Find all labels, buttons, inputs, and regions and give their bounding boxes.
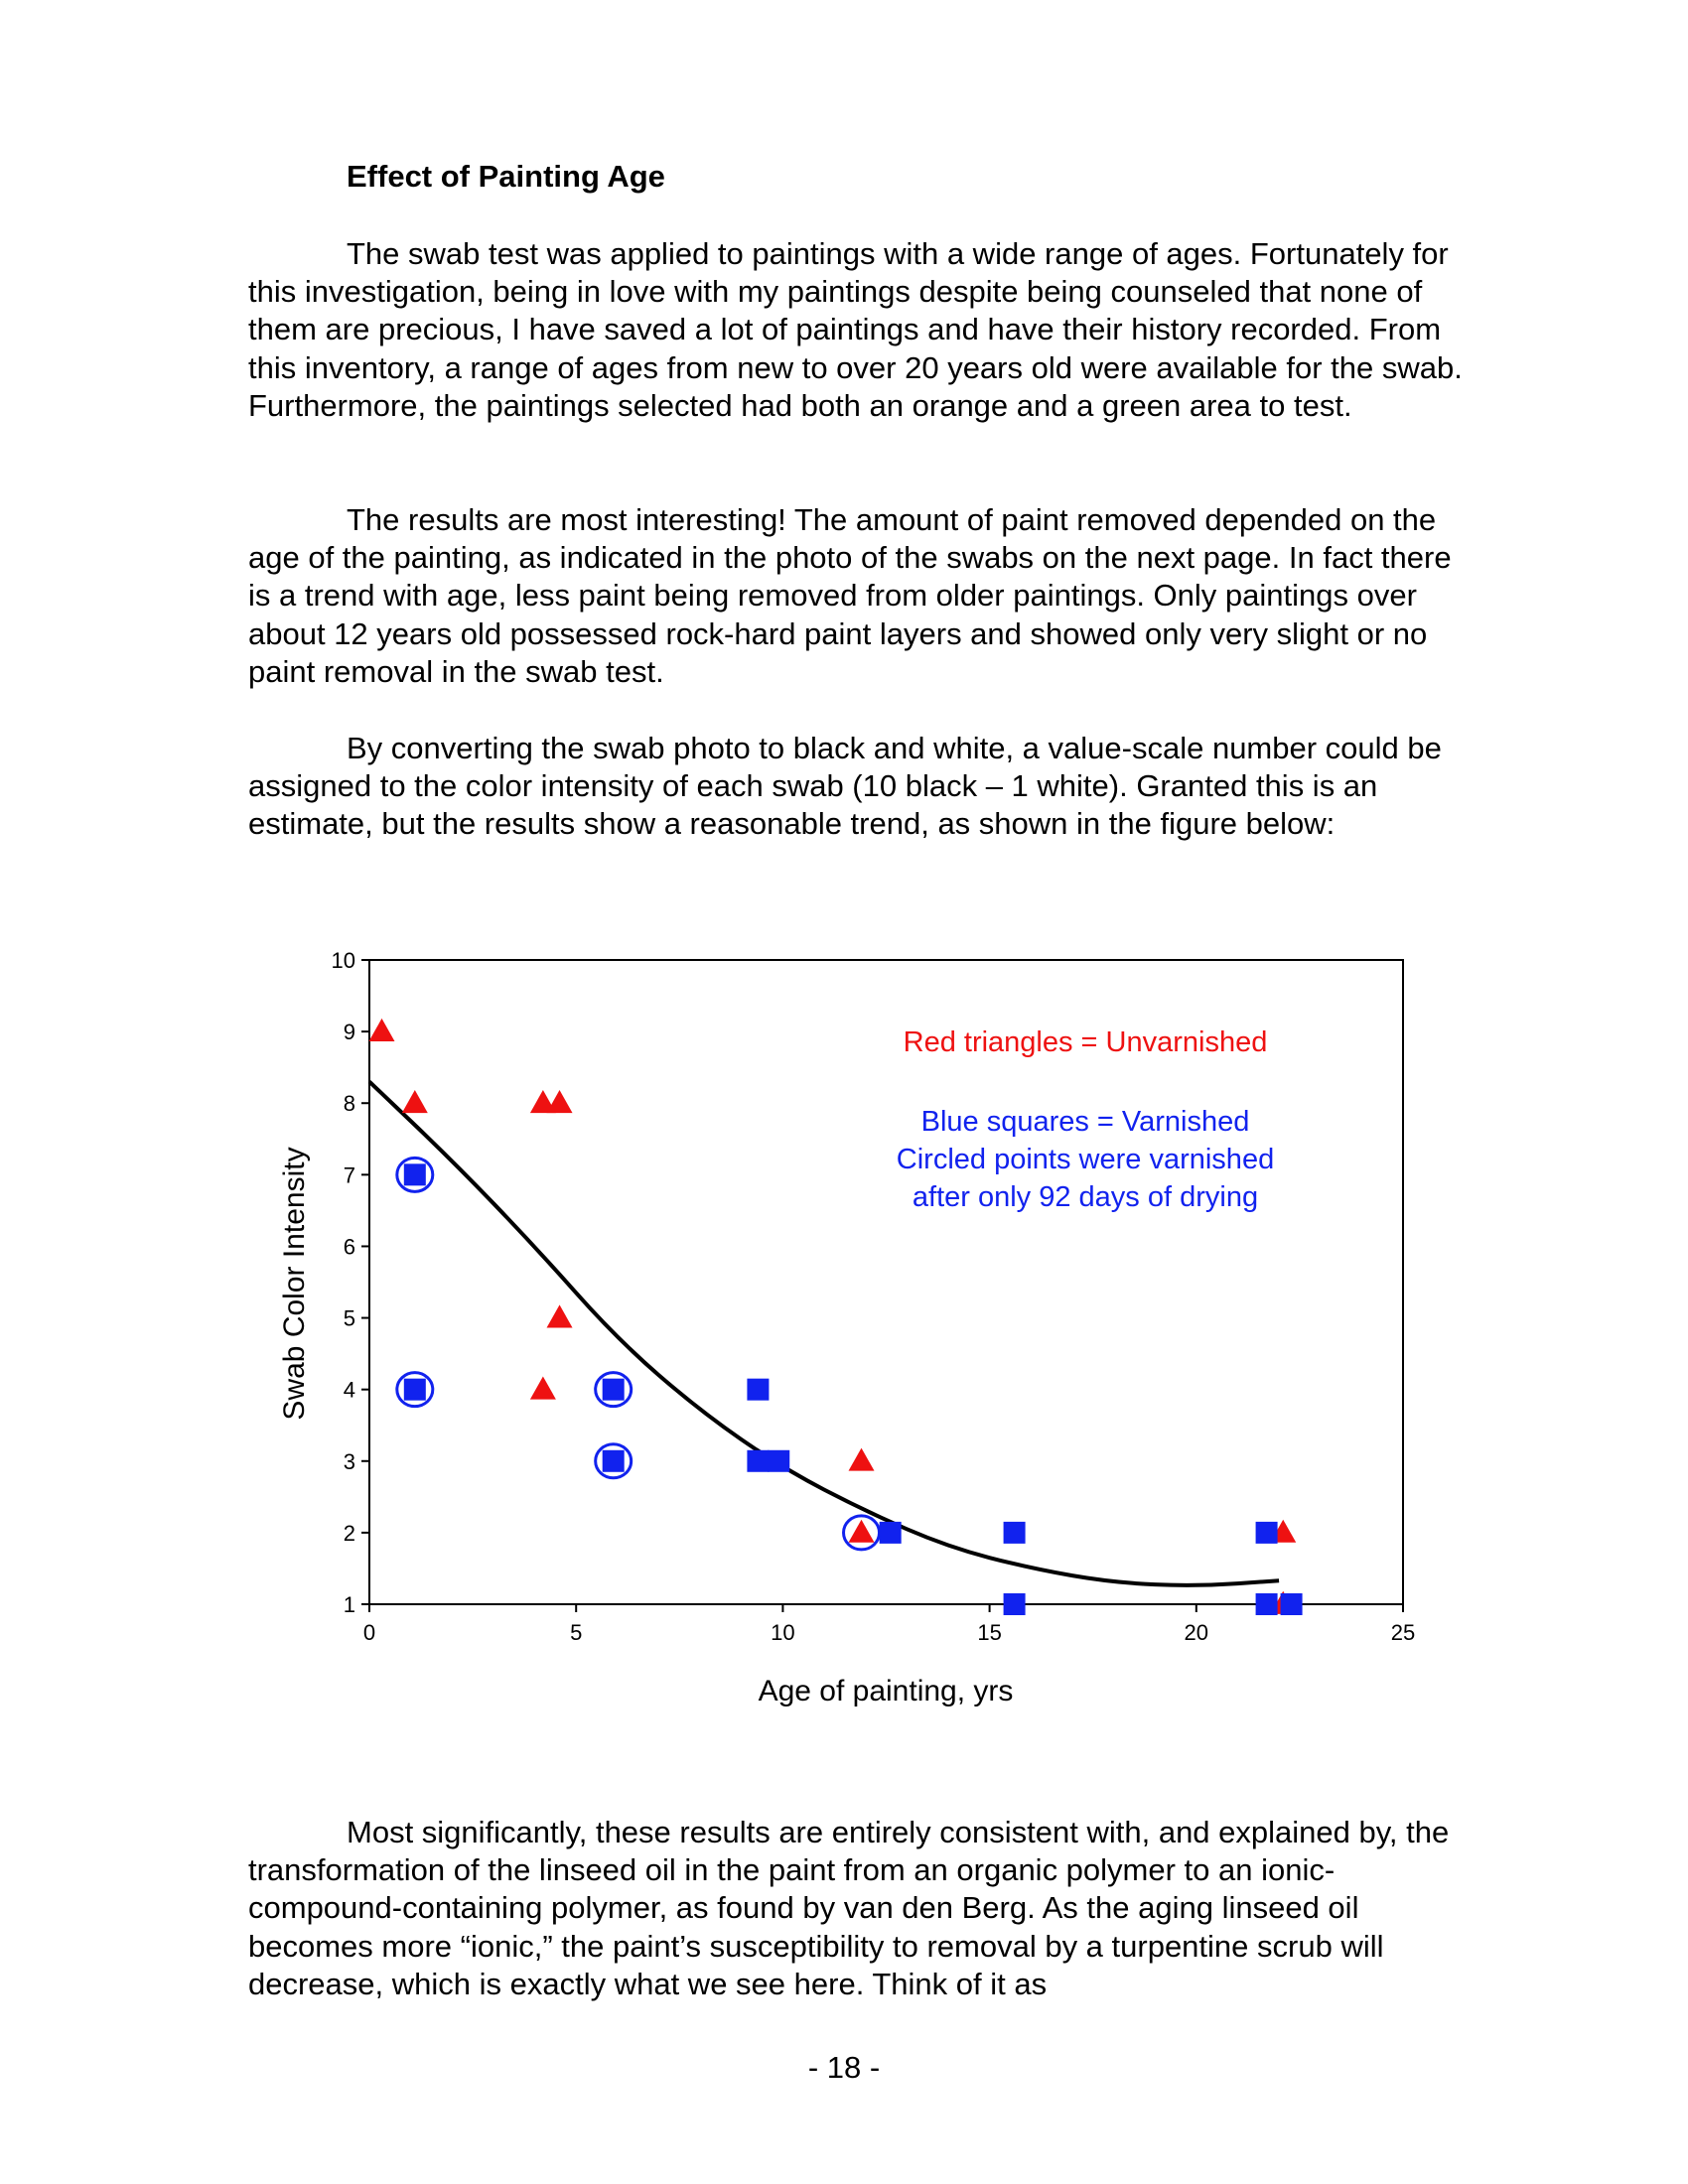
varnished-square-point (1256, 1522, 1278, 1544)
x-tick-label: 10 (771, 1620, 795, 1645)
section-heading: Effect of Painting Age (347, 159, 665, 194)
y-tick-label: 5 (343, 1305, 355, 1331)
x-tick-label: 20 (1184, 1620, 1209, 1645)
y-tick-label: 3 (343, 1448, 355, 1474)
varnished-square-point (404, 1379, 426, 1401)
x-tick-label: 0 (362, 1620, 376, 1645)
paragraph-3: By converting the swab photo to black and white, a value-scale number could be assigned to the color intensity of each swab (10 black – 1 white). Granted this is an estimate, but the results show a reasonable trend, as shown in the figure below: (248, 731, 1442, 842)
unvarnished-triangle-point (530, 1376, 556, 1399)
page-number: - 18 - (807, 2050, 881, 2085)
y-tick-label: 4 (343, 1377, 355, 1403)
paragraph-4: Most significantly, these results are entirely consistent with, and explained by, the transformation of the linseed oil in the paint from an organic polymer to an ionic-compound-containing polymer, as found by van den Berg. As the aging linseed oil becomes more “ionic,” the paint’s susceptibility to removal by a turpentine scrub will decrease, which is exactly what we see here. Think of it as (248, 1815, 1450, 2001)
legend-note-varnished: Blue squares = Varnished (920, 1106, 1250, 1138)
varnished-square-point (768, 1450, 789, 1472)
x-tick-label: 15 (977, 1620, 1002, 1645)
varnished-square-point (1004, 1593, 1026, 1615)
varnished-square-point (747, 1379, 769, 1401)
unvarnished-triangle-point (547, 1304, 573, 1327)
x-axis-title: Age of painting, yrs (758, 1675, 1014, 1707)
y-tick-label: 10 (331, 948, 355, 973)
varnished-square-point (1004, 1522, 1026, 1544)
y-tick-label: 1 (343, 1592, 355, 1617)
varnished-square-point (603, 1379, 625, 1401)
paragraph-1: The swab test was applied to paintings with a wide range of ages. Fortunately for this investigation, being in love with my paintings despite being counseled that none of them are precious, I have saved a lot of paintings and have their history recorded. From this inventory, a range of ages from new to over 20 years old were available for the swab. Furthermore, the paintings selected had both an orange and a green area to test. (248, 236, 1463, 423)
varnished-square-point (404, 1163, 426, 1185)
unvarnished-triangle-point (849, 1448, 875, 1471)
varnished-square-point (880, 1522, 902, 1544)
legend-note-circled: Circled points were varnished (896, 1144, 1275, 1175)
y-tick-label: 8 (343, 1091, 355, 1117)
y-tick-label: 2 (343, 1520, 355, 1546)
varnished-square-point (1256, 1593, 1278, 1615)
y-tick-label: 7 (343, 1162, 355, 1188)
varnished-square-point (1281, 1593, 1303, 1615)
varnished-square-point (747, 1450, 769, 1472)
y-tick-label: 6 (343, 1234, 355, 1260)
paragraph-2: The results are most interesting! The amount of paint removed depended on the age of the painting, as indicated in the photo of the swabs on the next page. In fact there is a trend with age, less paint being removed from older paintings. Only paintings over about 12 years old possessed rock-hard paint layers and showed only very slight or no paint removal in the swab test. (248, 502, 1452, 689)
unvarnished-triangle-point (547, 1090, 573, 1113)
x-tick-label: 5 (570, 1620, 583, 1645)
x-tick-label: 25 (1390, 1620, 1416, 1645)
y-tick-label: 9 (343, 1020, 355, 1045)
legend-note-days: after only 92 days of drying (912, 1181, 1259, 1213)
unvarnished-triangle-point (368, 1019, 394, 1041)
legend-note-unvarnished: Red triangles = Unvarnished (903, 1026, 1268, 1058)
unvarnished-triangle-point (402, 1090, 428, 1113)
y-axis-title: Swab Color Intensity (278, 1147, 311, 1421)
varnished-square-point (603, 1450, 625, 1472)
unvarnished-triangle-point (849, 1520, 875, 1543)
